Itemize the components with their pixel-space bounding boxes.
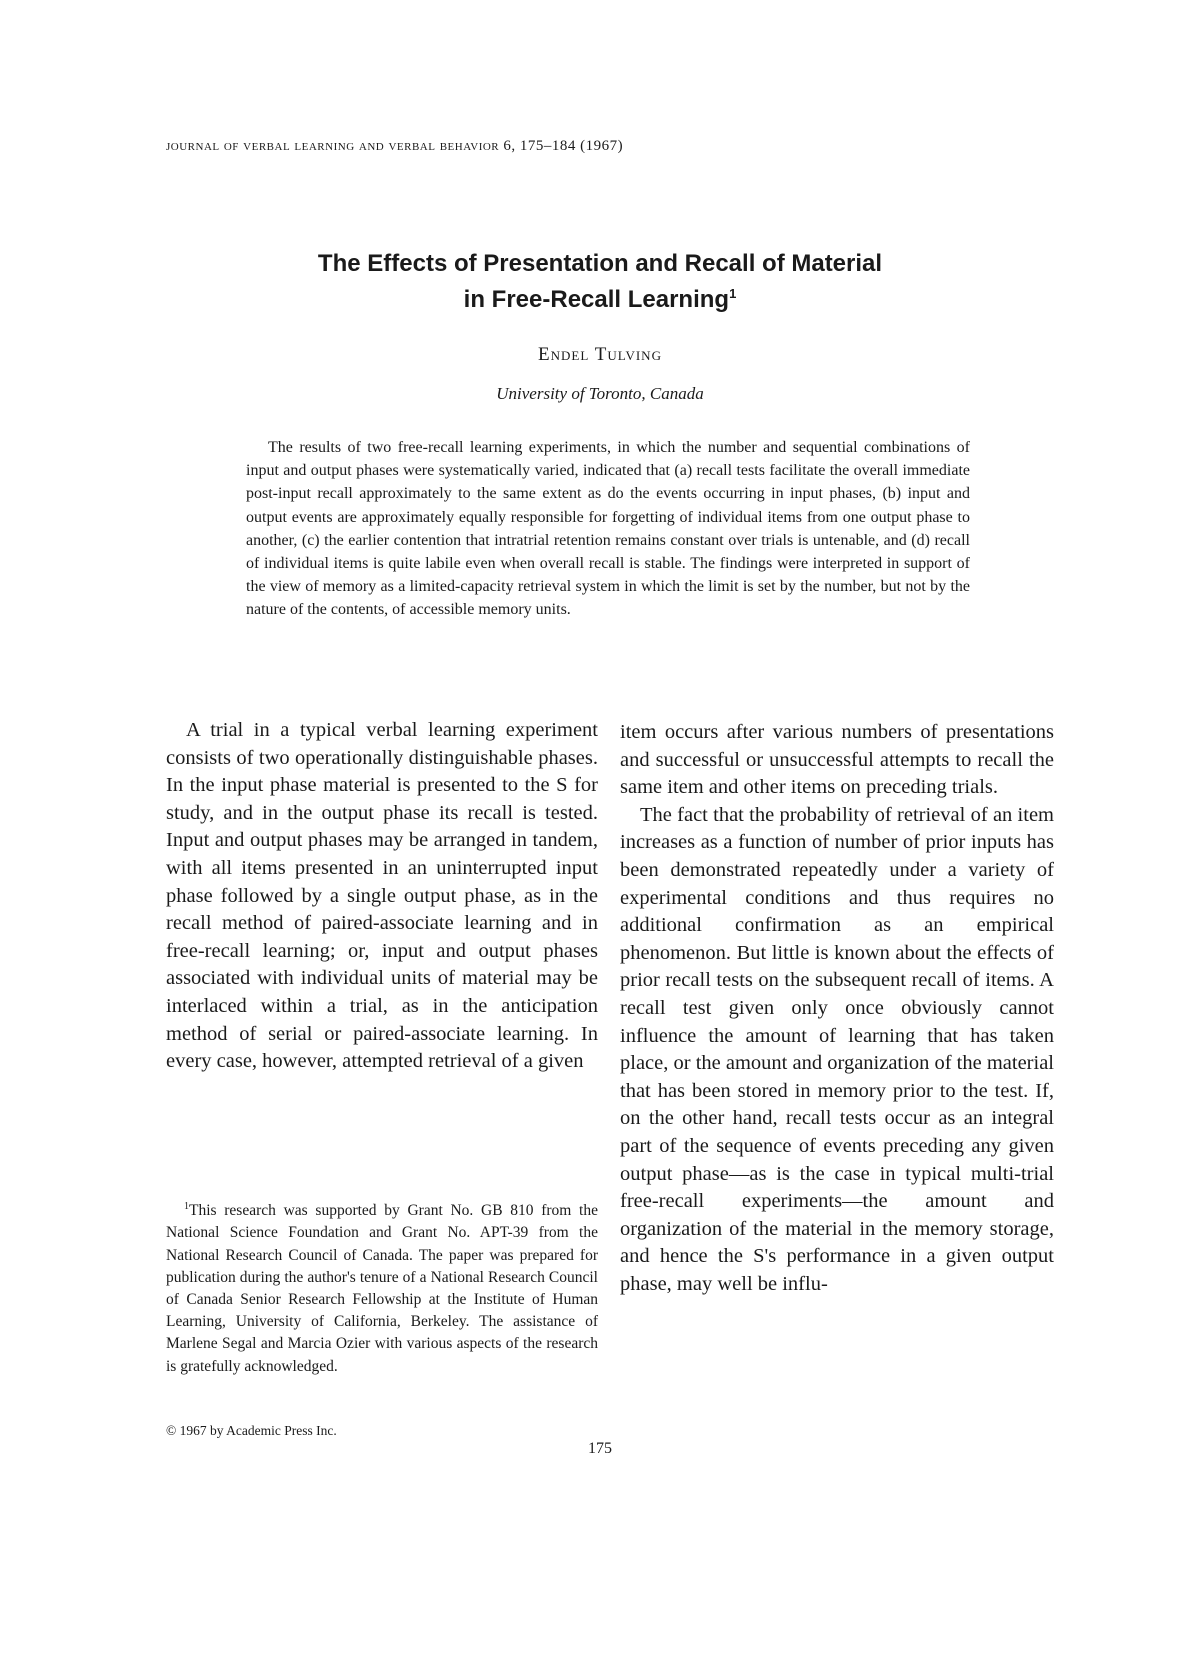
title-line-1: The Effects of Presentation and Recall of Material	[317, 250, 883, 277]
author-affiliation: University of Toronto, Canada	[496, 384, 704, 403]
footnote-text: This research was supported by Grant No. GB 810 from the National Science Foundation and Grant No. APT-39 from the National Research Council of Canada. The paper was prepared for publication during the author's tenure of a National Research Council of Canada Senior Research Fellowship at the Institute of Human Learning, University of California, Berkeley. The assistance of Marlene Segal and Marcia Ozier with various aspects of the research is gratefully acknowledged.	[166, 1202, 598, 1375]
title-footnote-mark: 1	[729, 286, 737, 301]
body-paragraph: The fact that the probability of retrieval of an item increases as a function of number of prior inputs has been demonstrated repeatedly under a variety of experimental conditions and thus requires no additional confirmation as an empirical phenomenon. But little is known about the effects of prior recall tests on the subsequent recall of items. A recall test given only once obviously cannot influence the amount of learning that has taken place, or the amount and organization of the material that has been stored in memory prior to the test. If, on the other hand, recall tests occur as an integral part of the sequence of events preceding any given output phase—as is the case in typical multi-trial free-recall experiments—the amount and organization of the material in the memory storage, and hence the S's performance in a given output phase, may well be influ-	[620, 803, 1054, 1295]
footnote-mark: 1	[184, 1201, 189, 1212]
body-paragraph-continuation: item occurs after various numbers of presentations and successful or unsuccessful attempts to recall the same item and other items on preceding trials.	[620, 721, 1054, 799]
footnote	[166, 1196, 598, 1378]
body-paragraph: A trial in a typical verbal learning experiment consists of two operationally distinguishable phases. In the input phase material is presented to the S for study, and in the output phase its recall is tested. Input and output phases may be arranged in tandem, with all items presented in an uninterrupted input phase followed by a single output phase, as in the recall method of paired-associate learning and in free-recall learning; or, input and output phases associated with individual units of material may be interlaced within a trial, as in the anticipation method of serial or paired-associate learning. In every case, however, attempted retrieval of a given	[166, 719, 598, 1073]
journal-citation: 6, 175–184 (1967)	[503, 138, 624, 154]
page-number: 175	[588, 1440, 612, 1457]
title-line-2	[150, 282, 1050, 318]
title-line-2-text: in Free-Recall Learning	[463, 286, 730, 313]
body-column-left	[166, 717, 598, 1076]
journal-name: journal of verbal learning and verbal behavior	[166, 138, 500, 154]
article-title	[150, 246, 1050, 318]
body-column-right	[620, 719, 1054, 1298]
author-name: Endel Tulving	[538, 344, 662, 365]
running-head	[166, 138, 866, 155]
abstract: The results of two free-recall learning experiments, in which the number and sequential combinations of input and output phases were systematically varied, indicated that (a) recall tests facilitate the overall immediate post-input recall approximately to the same extent as do the events occurring in input phases, (b) input and output events are approximately equally responsible for forgetting of individual items from one output phase to another, (c) the earlier contention that intratrial retention remains constant over trials is untenable, and (d) recall of individual items is quite labile even when overall recall is stable. The findings were interpreted in support of the view of memory as a limited-capacity retrieval system in which the limit is set by the number, but not by the nature of the contents, of accessible memory units.	[246, 439, 970, 619]
copyright-notice: © 1967 by Academic Press Inc.	[166, 1423, 337, 1438]
